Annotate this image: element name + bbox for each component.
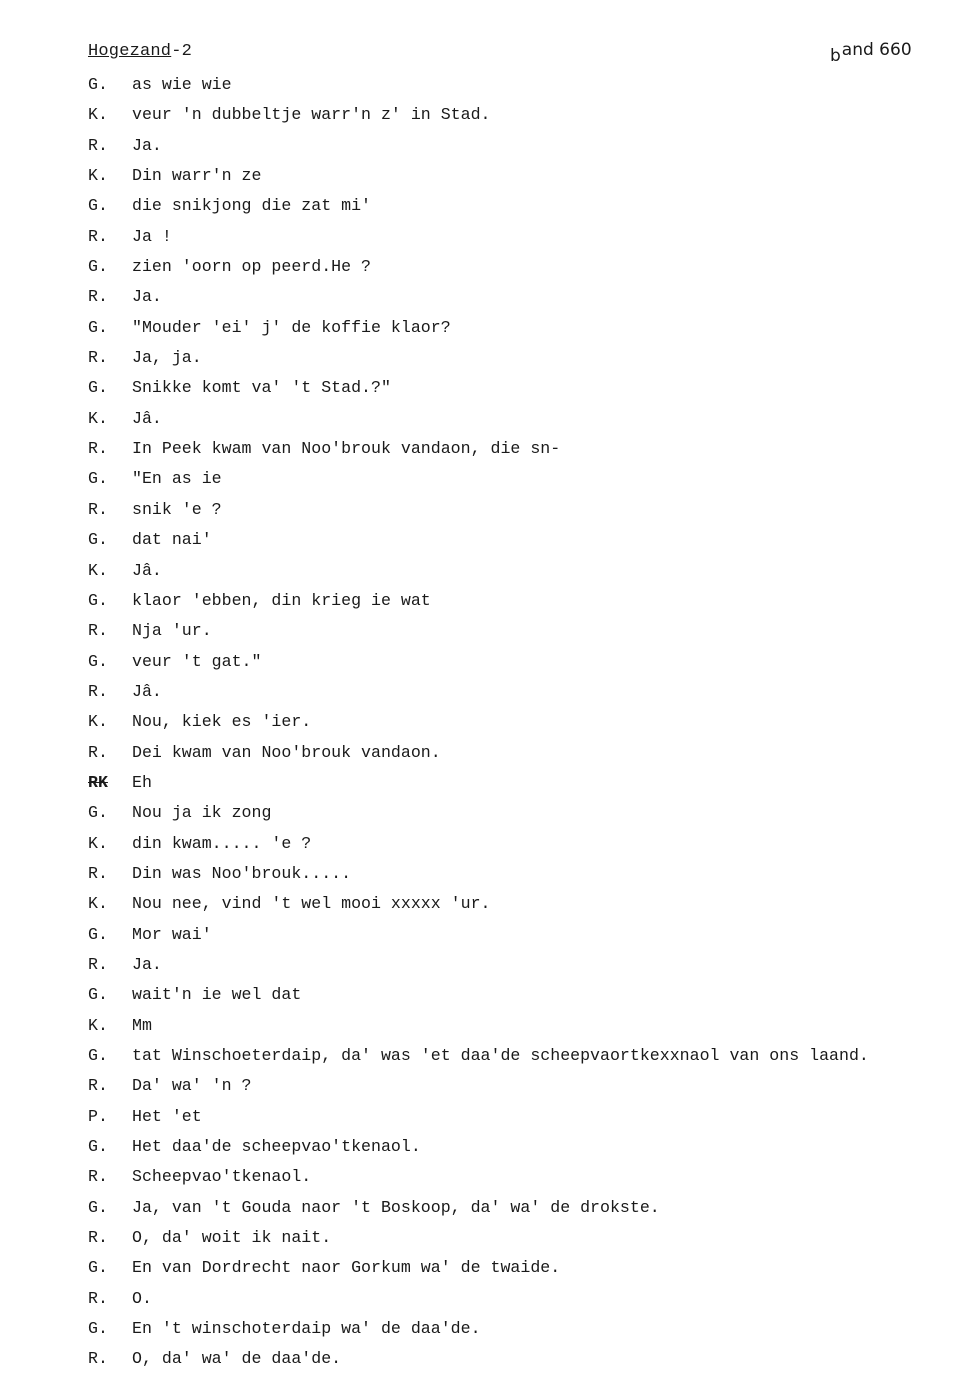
speaker-label: G.	[88, 75, 108, 94]
utterance-text: zien 'oorn op peerd.He ?	[132, 257, 371, 277]
transcript-line	[88, 346, 968, 376]
utterance-text: as wie wie	[132, 75, 232, 94]
utterance-text: Din was Noo'brouk.....	[132, 863, 352, 883]
transcript-line	[88, 862, 968, 892]
speaker-label: G.	[88, 1046, 108, 1065]
speaker-label: G.	[88, 196, 108, 216]
transcript-line	[88, 801, 968, 831]
utterance-text: Het daa'de scheepvao'tkenaol.	[132, 1137, 421, 1157]
transcript-line	[88, 892, 968, 922]
speaker-label: R.	[88, 348, 108, 368]
utterance-text: dat nai'	[132, 530, 212, 550]
speaker-label: R.	[88, 1076, 108, 1096]
transcript-line	[88, 1256, 968, 1286]
speaker-label: K.	[88, 105, 108, 125]
utterance-text: veur 't gat."	[132, 651, 262, 671]
utterance-text: Dei kwam van Noo'brouk vandaon.	[132, 742, 441, 762]
utterance-text: "Mouder 'ei' j' de koffie klaor?	[132, 317, 451, 337]
utterance-text: Jâ.	[132, 560, 162, 580]
transcript-line	[88, 467, 968, 497]
transcript-line	[88, 376, 968, 406]
transcript-line	[88, 255, 968, 285]
speaker-label: R.	[88, 439, 108, 459]
transcript-line	[88, 1226, 968, 1256]
speaker-label: G.	[88, 257, 108, 277]
speaker-label: K.	[88, 1015, 108, 1035]
transcript-line	[88, 1196, 968, 1226]
speaker-label: G.	[88, 469, 108, 489]
transcript-line	[88, 194, 968, 224]
utterance-text: din kwam..... 'e ?	[132, 833, 312, 853]
utterance-text: Ja.	[132, 954, 162, 974]
transcript-line	[88, 407, 968, 437]
speaker-label: R.	[88, 499, 108, 519]
utterance-text: Nou, kiek es 'ier.	[132, 712, 312, 732]
utterance-text: Jâ.	[132, 408, 162, 428]
transcript-line	[88, 559, 968, 589]
utterance-text: En 't winschoterdaip wa' de daa'de.	[132, 1319, 481, 1339]
speaker-label: G.	[88, 651, 108, 671]
speaker-label: G.	[88, 590, 108, 610]
transcript-line	[88, 741, 968, 771]
transcript-line	[88, 498, 968, 528]
utterance-text: Nou ja ik zong	[132, 803, 272, 823]
speaker-label: G.	[88, 924, 108, 944]
utterance-text: Jâ.	[132, 681, 162, 701]
utterance-text: Din warr'n ze	[132, 166, 262, 186]
transcript-line	[88, 1014, 968, 1044]
speaker-label: R.	[88, 287, 108, 307]
utterance-text: Da' wa' 'n ?	[132, 1076, 252, 1096]
utterance-text: O, da' wa' de daa'de.	[132, 1349, 342, 1369]
speaker-label: R.	[88, 681, 108, 701]
band-label: and 660	[841, 40, 912, 60]
utterance-text: wait'n ie wel dat	[132, 985, 302, 1005]
speaker-label: G.	[88, 530, 108, 550]
utterance-text: "En as ie	[132, 469, 222, 489]
speaker-label: G.	[88, 1319, 108, 1339]
transcript-line	[88, 164, 968, 194]
speaker-label: R.	[88, 1288, 108, 1308]
transcript-line	[88, 285, 968, 315]
utterance-text: Nja 'ur.	[132, 621, 212, 641]
transcript-line	[88, 225, 968, 255]
transcript-line	[88, 1105, 968, 1135]
transcript-line	[88, 1044, 968, 1074]
utterance-text: Nou nee, vind 't wel mooi xxxxx 'ur.	[132, 894, 491, 914]
speaker-label: RK	[88, 772, 108, 792]
speaker-label: G.	[88, 803, 108, 823]
transcript-line	[88, 680, 968, 710]
utterance-text: snik 'e ?	[132, 499, 222, 519]
speaker-label: K.	[88, 166, 108, 186]
speaker-label: R.	[88, 1349, 108, 1369]
utterance-text: klaor 'ebben, din krieg ie wat	[132, 590, 431, 610]
utterance-text: Ja.	[132, 135, 162, 155]
transcript-line	[88, 832, 968, 862]
speaker-label: G.	[88, 1258, 108, 1278]
transcript-line	[88, 73, 968, 103]
utterance-text: veur 'n dubbeltje warr'n z' in Stad.	[132, 105, 491, 125]
transcript-line	[88, 650, 968, 680]
transcript-line	[88, 953, 968, 983]
transcript-line	[88, 134, 968, 164]
utterance-text: Mor wai'	[132, 924, 212, 944]
transcript-line	[88, 528, 968, 558]
transcript-lines	[88, 73, 968, 1378]
utterance-text: Het 'et	[132, 1106, 202, 1126]
band-number	[830, 40, 912, 66]
utterance-text: Ja !	[132, 226, 172, 246]
speaker-label: R.	[88, 135, 108, 155]
transcript-line	[88, 1074, 968, 1104]
title-suffix: -2	[171, 42, 193, 61]
speaker-label: R.	[88, 954, 108, 974]
utterance-text: tat Winschoeterdaip, da' was 'et daa'de scheepvaortkexxnaol van ons laand.	[132, 1046, 869, 1065]
speaker-label: R.	[88, 226, 108, 246]
speaker-label: R.	[88, 621, 108, 641]
transcript-line	[88, 1317, 968, 1347]
speaker-label: P.	[88, 1106, 108, 1126]
transcript-line	[88, 589, 968, 619]
speaker-label: K.	[88, 712, 108, 732]
utterance-text: Snikke komt va' 't Stad.?"	[132, 378, 391, 398]
speaker-label: K.	[88, 894, 108, 914]
transcript-line	[88, 1287, 968, 1317]
transcript-line	[88, 923, 968, 953]
transcript-line	[88, 316, 968, 346]
transcript-line	[88, 619, 968, 649]
transcript-line	[88, 710, 968, 740]
utterance-text: Ja, ja.	[132, 348, 202, 368]
transcript-line	[88, 1347, 968, 1377]
speaker-label: G.	[88, 378, 108, 398]
utterance-text: Mm	[132, 1015, 152, 1035]
speaker-label: G.	[88, 985, 108, 1005]
transcript-line	[88, 103, 968, 133]
speaker-label: R.	[88, 1167, 108, 1187]
transcript-line	[88, 1165, 968, 1195]
utterance-text: En van Dordrecht naor Gorkum wa' de twaide.	[132, 1258, 561, 1278]
transcript-line	[88, 1135, 968, 1165]
utterance-text: O.	[132, 1288, 152, 1308]
speaker-label: R.	[88, 1228, 108, 1248]
speaker-label: G.	[88, 1137, 108, 1157]
speaker-label: G.	[88, 317, 108, 337]
speaker-label: K.	[88, 408, 108, 428]
utterance-text: Ja, van 't Gouda naor 't Boskoop, da' wa' de drokste.	[132, 1197, 660, 1217]
speaker-label: R.	[88, 863, 108, 883]
speaker-label: K.	[88, 833, 108, 853]
utterance-text: die snikjong die zat mi'	[132, 196, 371, 216]
speaker-label: K.	[88, 560, 108, 580]
utterance-text: Scheepvao'tkenaol.	[132, 1167, 312, 1187]
title-place: Hogezand	[88, 42, 172, 61]
speaker-label: G.	[88, 1197, 108, 1217]
utterance-text: Ja.	[132, 287, 162, 307]
utterance-text: In Peek kwam van Noo'brouk vandaon, die sn-	[132, 439, 561, 459]
document-title	[88, 42, 192, 61]
band-b: b	[830, 46, 841, 66]
transcript-line	[88, 983, 968, 1013]
utterance-text: Eh	[132, 772, 152, 792]
transcript-line	[88, 437, 968, 467]
utterance-text: O, da' woit ik nait.	[132, 1228, 332, 1248]
transcript-line	[88, 771, 968, 801]
speaker-label: R.	[88, 742, 108, 762]
